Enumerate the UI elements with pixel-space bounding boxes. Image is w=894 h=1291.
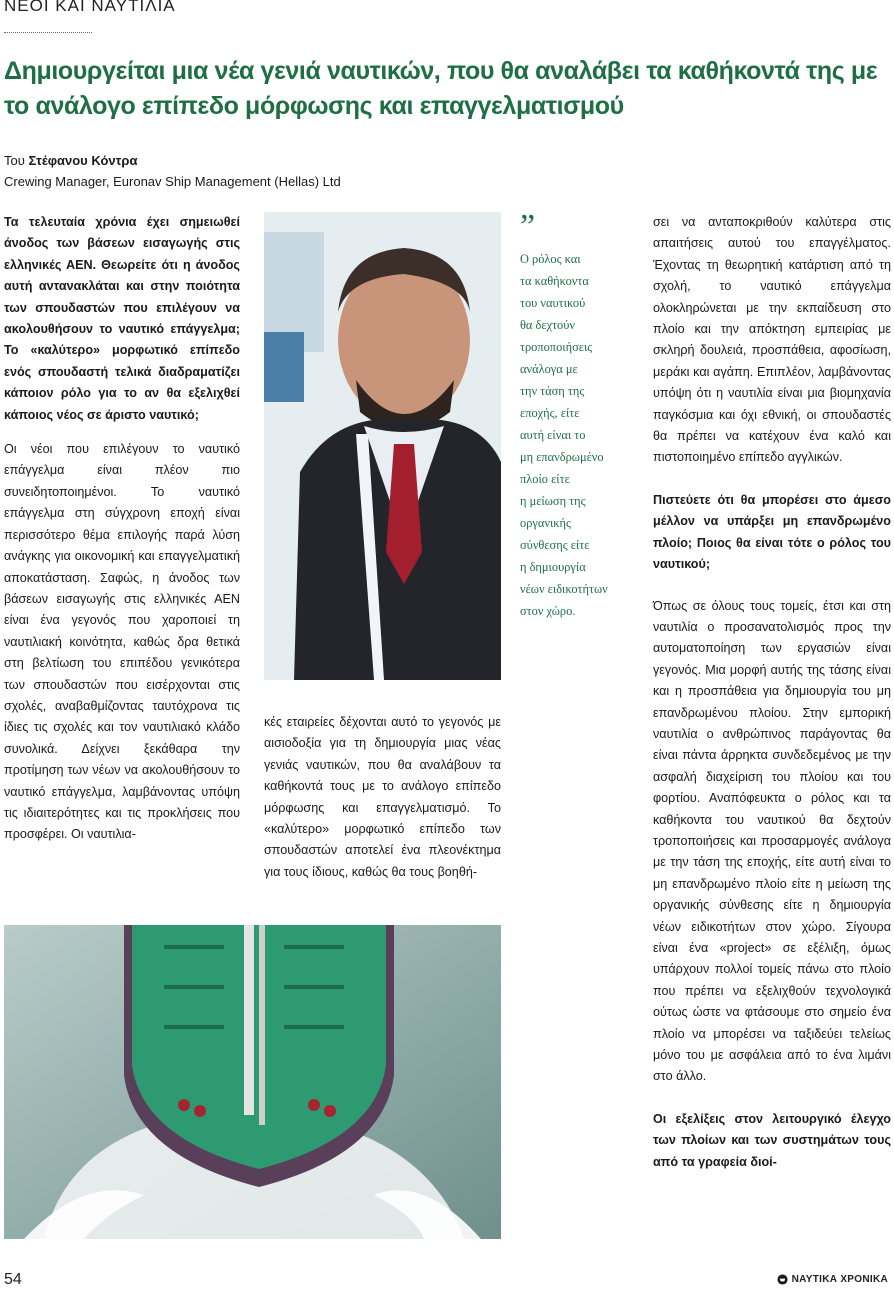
pull-quote-text <box>520 248 630 622</box>
section-label: ΝΕΟΙ ΚΑΙ ΝΑΥΤΙΛΙΑ <box>4 0 176 15</box>
pull-quote-line: στον χώρο. <box>520 604 576 618</box>
tanker-illustration <box>4 925 501 1239</box>
pull-quote-line: πλοίο είτε <box>520 472 570 486</box>
interview-answer-2: Όπως σε όλους τους τομείς, έτσι και στη ναυτιλία ο προσανατολισμός προς την αυτοματοποίηση των εργασιών είναι γεγονός. Μια μορφή αυτής της τάσης είναι και η προσπάθεια για δημιουργία του μη επανδρωμένου πλοίου. Στην εμπορική ναυτιλία ο ανθρώπινος παράγοντας θα είναι πάντα άρρηκτα συνδεδεμένος με την ασφαλή διαχείριση του πλοίου και του φορτίου. Αναπόφευκτα ο ρόλος και τα καθήκοντα του ναυτικού θα δεχτούν τροποποιήσεις και προσαρμογές ανάλογα με την τάση της εποχής, είτε αυτή είναι το μη επανδρωμένο πλοίο είτε η μείωση της οργανικής σύνθεσης είτε η δημιουργία νέων ειδικοτήτων στον χώρο. Σίγουρα είναι ένα «project» σε εξέλιξη, όμως υπάρχουν πολλοί τομείς πάνω στο πλοίο που πρέπει να εξελιχθούν τεχνολογικά ούτως ώστε να φτάσουμε στο σημείο ένα πλοίο να μπορέσει να ταξιδεύει τελείως μόνο του με ασφάλεια από το ένα λιμάνι στο άλλο. <box>653 598 891 1084</box>
interview-question-2: Πιστεύετε ότι θα μπορέσει στο άμεσο μέλλον να υπάρξει μη επανδρωμένο πλοίο; Ποιος θα είναι τότε ο ρόλος του ναυτικού; <box>653 492 891 572</box>
author-name: Στέφανου Κόντρα <box>28 153 138 168</box>
column-2 <box>264 712 501 883</box>
interview-answer-1: Οι νέοι που επιλέγουν το ναυτικό επάγγελμα είναι πλέον πιο συνειδητοποιημένοι. Το ναυτικό επάγγελμα στη σύγχρονη εποχή είναι περισσότερο θέμα επιλογής παρά λύση ανάγκης για οικονομική και επαγγελματική αποκατάσταση. Σαφώς, η άνοδος των βάσεων εισαγωγής στις ελληνικές ΑΕΝ είναι ένα γεγονός που χαροποιεί τη ναυτιλιακή κοινότητα, καθώς δρα θετικά στη βελτίωση του επιπέδου γενικότερα των σπουδαστών που εισέρχονται στις σχολές, αναβαθμίζοντας ταυτόχρονα τις ίδιες τις σχολές και τον ναυτιλιακό κλάδο συνολικά. Δείχνει ξεκάθαρα την προτίμηση των νέων να ακολουθήσουν το ναυτικό επάγγελμα, λαμβάνοντας υπόψη τις ιδιαιτερότητες και τις προκλήσεις που προσφέρει. Οι ναυτιλια- <box>4 442 240 842</box>
pull-quote-line: αυτή είναι το <box>520 428 586 442</box>
author-portrait-photo <box>264 212 501 680</box>
byline <box>4 150 341 192</box>
pull-quote-line: νέων ειδικοτήτων <box>520 582 608 596</box>
article-headline: Δημιουργείται μια νέα γενιά ναυτικών, που θα αναλάβει τα καθήκοντά της με το ανάλογο επίπεδο μόρφωσης και επαγγελματισμού <box>4 57 878 120</box>
section-divider <box>4 32 92 33</box>
column-4 <box>653 212 891 1173</box>
interview-question-1: Τα τελευταία χρόνια έχει σημειωθεί άνοδος των βάσεων εισαγωγής στις ελληνικές ΑΕΝ. Θεωρείτε ότι η άνοδος αυτή αντανακλάται και στην ποιότητα των σπουδαστών που επιλέγουν να ακολουθήσουν το ναυτικό επάγγελμα; Το «καλύτερο» μορφωτικό επίπεδο ενός σπουδαστή τελικά διαδραματίζει κάποιον ρόλο για το αν θα εξελιχθεί κάποιος νέος σε άριστο ναυτικό; <box>4 215 240 422</box>
pull-quote-line: μη επανδρωμένο <box>520 450 604 464</box>
column-2-text: κές εταιρείες δέχονται αυτό το γεγονός με αισιοδοξία για τη δημιουργία μιας νέας γενιάς ναυτικών, που θα αναλάβουν τα καθήκοντά τους με το ανάλογο επίπεδο μόρφωσης και επαγγελματισμό. Το «καλύτερο» μορφωτικό επίπεδο των σπουδαστών αποτελεί ένα πλεονέκτημα για τους ίδιους, καθώς θα τους βοηθή- <box>264 715 501 879</box>
interview-question-3: Οι εξελίξεις στον λειτουργικό έλεγχο των πλοίων και των συστημάτων τους από τα γραφεία διοί- <box>653 1111 891 1169</box>
byline-prefix: Του <box>4 153 29 168</box>
tanker-ship-photo <box>4 925 501 1239</box>
pull-quote-line: σύνθεσης είτε <box>520 538 590 552</box>
pull-quote <box>520 208 630 622</box>
ship-wheel-icon <box>777 1274 788 1285</box>
pull-quote-line: Ο ρόλος και <box>520 252 581 266</box>
pull-quote-line: η δημιουργία <box>520 560 586 574</box>
page-number: 54 <box>4 1271 22 1288</box>
pull-quote-line: τροποποιήσεις <box>520 340 593 354</box>
portrait-illustration <box>264 212 501 680</box>
pull-quote-line: την τάση της <box>520 384 585 398</box>
pull-quote-line: του ναυτικού <box>520 296 586 310</box>
magazine-title: ΝΑΥΤΙΚΑ ΧΡΟΝΙΚΑ <box>791 1274 888 1285</box>
column-4-paragraph-1: σει να ανταποκριθούν καλύτερα στις απαιτήσεις αυτού του επαγγέλματος. Έχοντας τη θεωρητική κατάρτιση από τη σχολή, το ναυτικό επάγγελμα ολοκληρώνεται με την εκπαίδευση στο πλοίο και την απόκτηση εμπειρίας με σκληρή δουλειά, προσπάθεια, αφοσίωση, μεράκι και αγάπη. Επιπλέον, λαμβάνοντας υπόψη ότι η ναυτιλία είναι μια βιομηχανία παγκόσμια και όχι εθνική, οι σπουδαστές θα πρέπει να κατέχουν ένα καλό και πιστοποιημένο επίπεδο αγγλικών. <box>653 215 891 465</box>
magazine-name <box>777 1274 888 1285</box>
pull-quote-line: εποχής, είτε <box>520 406 580 420</box>
pull-quote-line: η μείωση της <box>520 494 586 508</box>
column-1 <box>4 212 240 846</box>
pull-quote-line: οργανικής <box>520 516 571 530</box>
pull-quote-line: ανάλογα με <box>520 362 578 376</box>
author-role: Crewing Manager, Euronav Ship Management (Hellas) Ltd <box>4 174 341 189</box>
pull-quote-line: θα δεχτούν <box>520 318 575 332</box>
pull-quote-line: τα καθήκοντα <box>520 274 589 288</box>
quote-mark: ” <box>520 208 536 245</box>
